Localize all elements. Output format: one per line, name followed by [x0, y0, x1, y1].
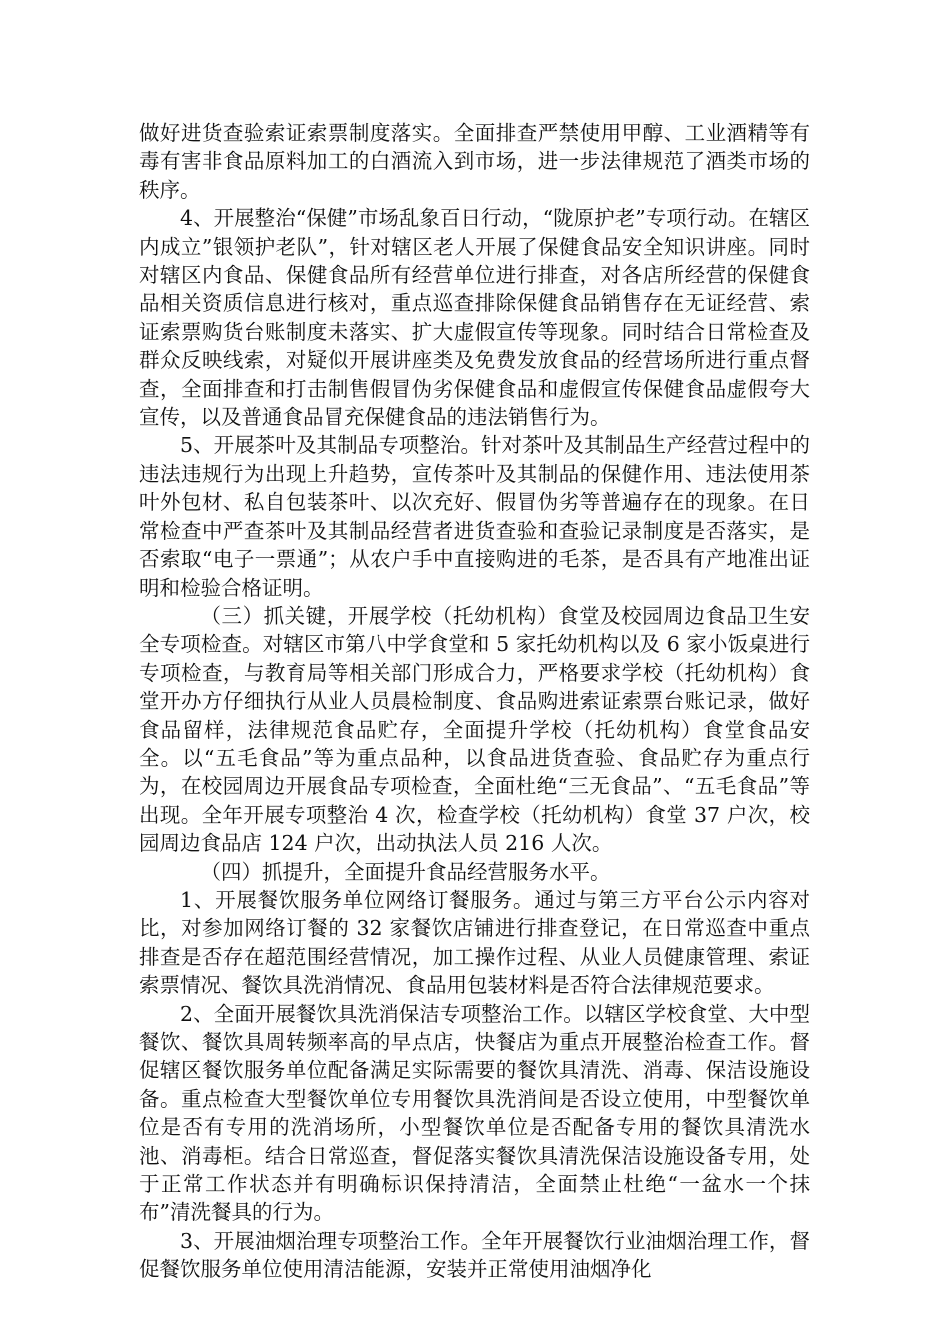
paragraph-liquor-inspection-continued: 做好进货查验索证索票制度落实。全面排查严禁使用甲醇、工业酒精等有毒有害非食品原料加工的白酒流入到市场，进一步法律规范了酒类市场的秩序。 — [139, 121, 810, 202]
document-body — [139, 119, 810, 1284]
paragraph-tea-products: 5、开展茶叶及其制品专项整治。针对茶叶及其制品生产经营过程中的违法违规行为出现上升趋势，宣传茶叶及其制品的保健作用、违法使用茶叶外包材、私自包装茶叶、以次充好、假冒伪劣等普遍存在的现象。在日常检查中严查茶叶及其制品经营者进货查验和查验记录制度是否落实，是否索取“电子一票通”；从农户手中直接购进的毛茶，是否具有产地准出证明和检验合格证明。 — [139, 433, 810, 600]
paragraph-service-improvement-heading: （四）抓提升，全面提升食品经营服务水平。 — [200, 859, 611, 884]
paragraph-school-canteen-inspection: （三）抓关键，开展学校（托幼机构）食堂及校园周边食品卫生安全专项检查。对辖区市第八中学食堂和 5 家托幼机构以及 6 家小饭桌进行专项检查，与教育局等相关部门形成合力，严格要求学校（托幼机构）食堂开办方仔细执行从业人员晨检制度、食品购进索证索票台账记录，做好食品留样，法律规范食品贮存，全面提升学校（托幼机构）食堂食品安全。以“五毛食品”等为重点品种，以食品进货查验、食品贮存为重点行为，在校园周边开展食品专项检查，全面杜绝“三无食品”、“五毛食品”等出现。全年开展专项整治 4 次，检查学校（托幼机构）食堂 37 户次，校园周边食品店 124 户次，出动执法人员 216 人次。 — [139, 603, 810, 856]
paragraph-fume-control: 3、开展油烟治理专项整治工作。全年开展餐饮行业油烟治理工作，督促餐饮服务单位使用清洁能源，安装并正常使用油烟净化 — [139, 1228, 810, 1282]
paragraph-health-food-campaign: 4、开展整治“保健”市场乱象百日行动，“陇原护老”专项行动。在辖区内成立”银领护老队”，针对辖区老人开展了保健食品安全知识讲座。同时对辖区内食品、保健食品所有经营单位进行排查，对各店所经营的保健食品相关资质信息进行核对，重点巡查排除保健食品销售存在无证经营、索证索票购货台账制度未落实、扩大虚假宣传等现象。同时结合日常检查及群众反映线索，对疑似开展讲座类及免费发放食品的经营场所进行重点督查，全面排查和打击制售假冒伪劣保健食品和虚假宣传保健食品虚假夸大宣传，以及普通食品冒充保健食品的违法销售行为。 — [139, 206, 810, 430]
paragraph-online-ordering: 1、开展餐饮服务单位网络订餐服务。通过与第三方平台公示内容对比，对参加网络订餐的 32 家餐饮店铺进行排查登记，在日常巡查中重点排查是否存在超范围经营情况，加工操作过程、从业人员健康管理、索证索票情况、餐饮具洗消情况、食品用包装材料是否符合法律规范要求。 — [139, 887, 810, 998]
paragraph-tableware-sanitation: 2、全面开展餐饮具洗消保洁专项整治工作。以辖区学校食堂、大中型餐饮、餐饮具周转频率高的早点店，快餐店为重点开展整治检查工作。督促辖区餐饮服务单位配备满足实际需要的餐饮具清洗、消毒、保洁设施设备。重点检查大型餐饮单位专用餐饮具洗消间是否设立使用，中型餐饮单位是否有专用的洗消场所，小型餐饮单位是否配备专用的餐饮具清洗水池、消毒柜。结合日常巡查，督促落实餐饮具清洗保洁设施设备专用，处于正常工作状态并有明确标识保持清洁，全面禁止杜绝“一盆水一个抹布”清洗餐具的行为。 — [139, 1001, 810, 1225]
